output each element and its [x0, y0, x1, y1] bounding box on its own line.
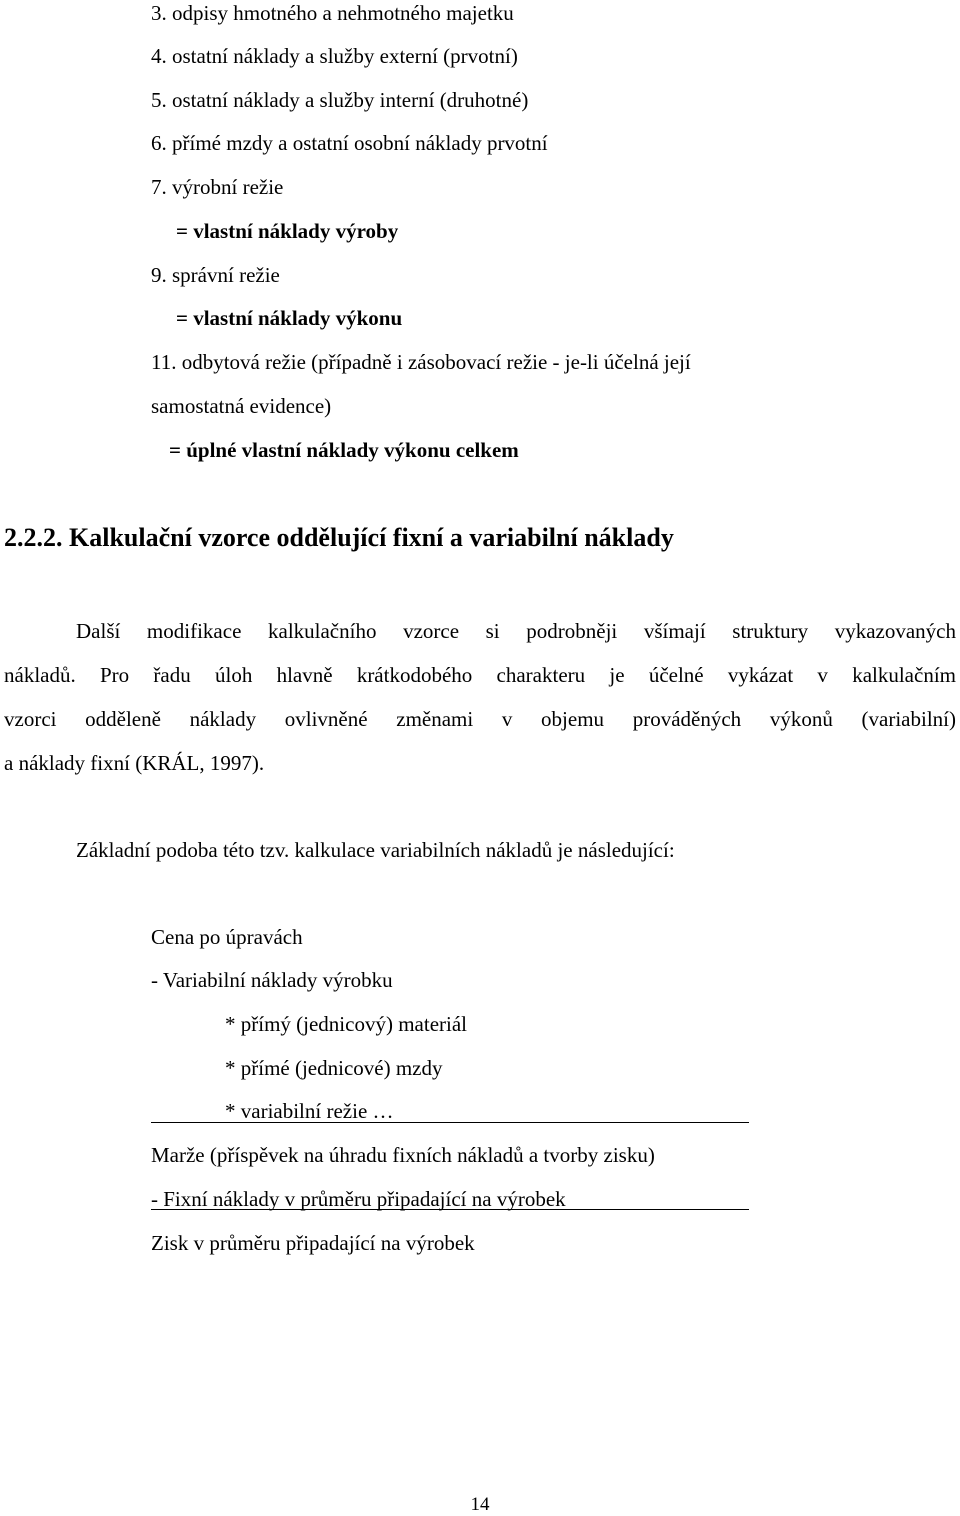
paragraph-line-3: vzorci odděleně náklady ovlivněné změnami v objemu prováděných výkonů (variabilní) — [4, 707, 956, 731]
section-heading: 2.2.2. Kalkulační vzorce oddělující fixní a variabilní náklady — [4, 523, 674, 552]
formula-profit: Zisk v průměru připadající na výrobek — [151, 1231, 475, 1255]
formula-direct-material: * přímý (jednicový) materiál — [225, 1012, 468, 1036]
formula-variable-overhead: * variabilní režie … — [225, 1099, 394, 1123]
page-number: 14 — [470, 1494, 490, 1515]
list-item-7: 7. výrobní režie — [151, 175, 284, 199]
formula-divider — [151, 1122, 749, 1123]
list-item-3: 3. odpisy hmotného a nehmotného majetku — [151, 1, 514, 25]
paragraph-line-1: Další modifikace kalkulačního vzorce si podrobněji všímají struktury vykazovaných — [76, 619, 956, 643]
formula-divider-2 — [151, 1209, 749, 1210]
subtotal-production: = vlastní náklady výroby — [176, 219, 399, 243]
formula-variable-costs: - Variabilní náklady výrobku — [151, 968, 393, 992]
subtotal-output: = vlastní náklady výkonu — [176, 306, 403, 330]
list-item-5: 5. ostatní náklady a služby interní (druhotné) — [151, 88, 529, 112]
formula-direct-wages: * přímé (jednicové) mzdy — [225, 1056, 443, 1080]
total-costs: = úplné vlastní náklady výkonu celkem — [169, 438, 519, 462]
paragraph-line-4: a náklady fixní (KRÁL, 1997). — [4, 751, 265, 775]
formula-margin: Marže (příspěvek na úhradu fixních nákladů a tvorby zisku) — [151, 1143, 655, 1167]
formula-intro: Základní podoba této tzv. kalkulace variabilních nákladů je následující: — [76, 838, 675, 862]
formula-fixed-costs: - Fixní náklady v průměru připadající na výrobek — [151, 1187, 566, 1211]
list-item-9: 9. správní režie — [151, 263, 280, 287]
list-item-4: 4. ostatní náklady a služby externí (prvotní) — [151, 44, 518, 68]
list-item-6: 6. přímé mzdy a ostatní osobní náklady prvotní — [151, 131, 548, 155]
list-item-11-continued: samostatná evidence) — [151, 394, 332, 418]
formula-price: Cena po úpravách — [151, 925, 303, 949]
paragraph-line-2: nákladů. Pro řadu úloh hlavně krátkodobého charakteru je účelné vykázat v kalkulačním — [4, 663, 956, 687]
list-item-11: 11. odbytová režie (případně i zásobovací režie - je-li účelná její — [151, 350, 691, 374]
